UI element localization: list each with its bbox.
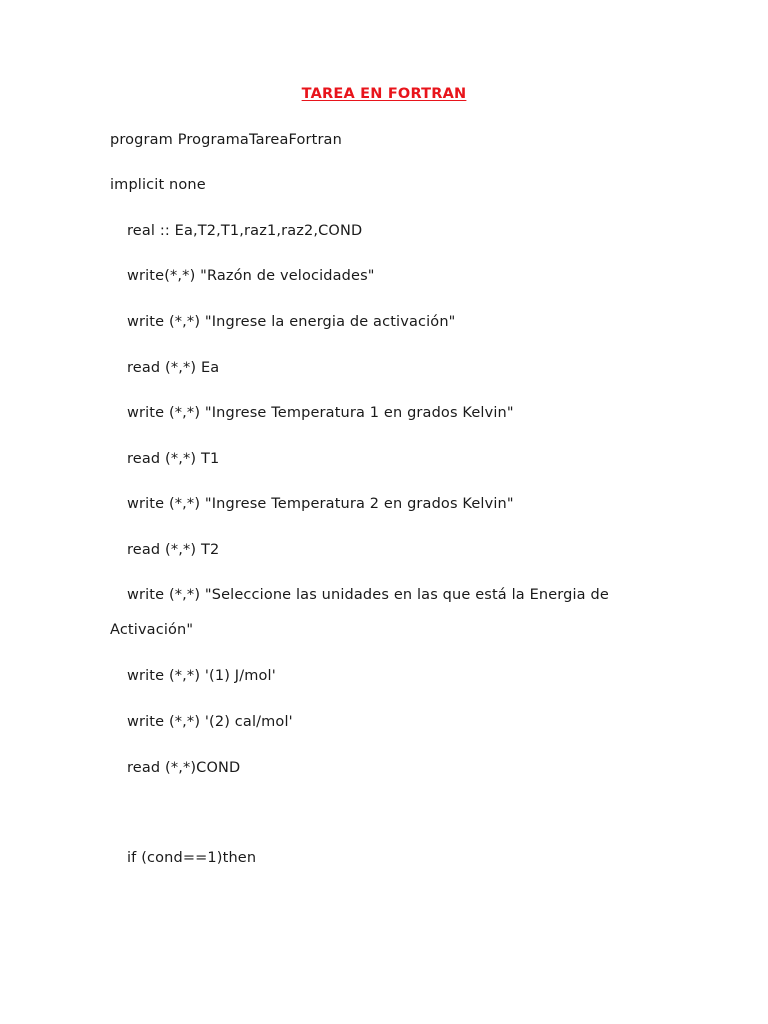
code-line: read (*,*) T2 [127,542,220,558]
code-line: write(*,*) "Razón de velocidades" [127,268,375,284]
code-line: write (*,*) "Seleccione las unidades en las que está la Energia de [127,587,609,603]
code-line: read (*,*)COND [127,760,241,776]
code-line: write (*,*) '(1) J/mol' [127,668,276,684]
code-line: Activación" [110,622,194,638]
document-title: TAREA EN FORTRAN [301,86,467,102]
code-line: write (*,*) '(2) cal/mol' [127,714,293,730]
code-line: read (*,*) T1 [127,451,220,467]
code-line: implicit none [110,177,206,193]
code-line: write (*,*) "Ingrese Temperatura 2 en grados Kelvin" [127,496,514,512]
code-line: write (*,*) "Ingrese Temperatura 1 en grados Kelvin" [127,405,514,421]
code-line: write (*,*) "Ingrese la energia de activación" [127,314,456,330]
code-line: if (cond==1)then [127,850,257,866]
code-line: read (*,*) Ea [127,360,220,376]
code-line: real :: Ea,T2,T1,raz1,raz2,COND [127,223,363,239]
code-line: program ProgramaTareaFortran [110,132,342,148]
